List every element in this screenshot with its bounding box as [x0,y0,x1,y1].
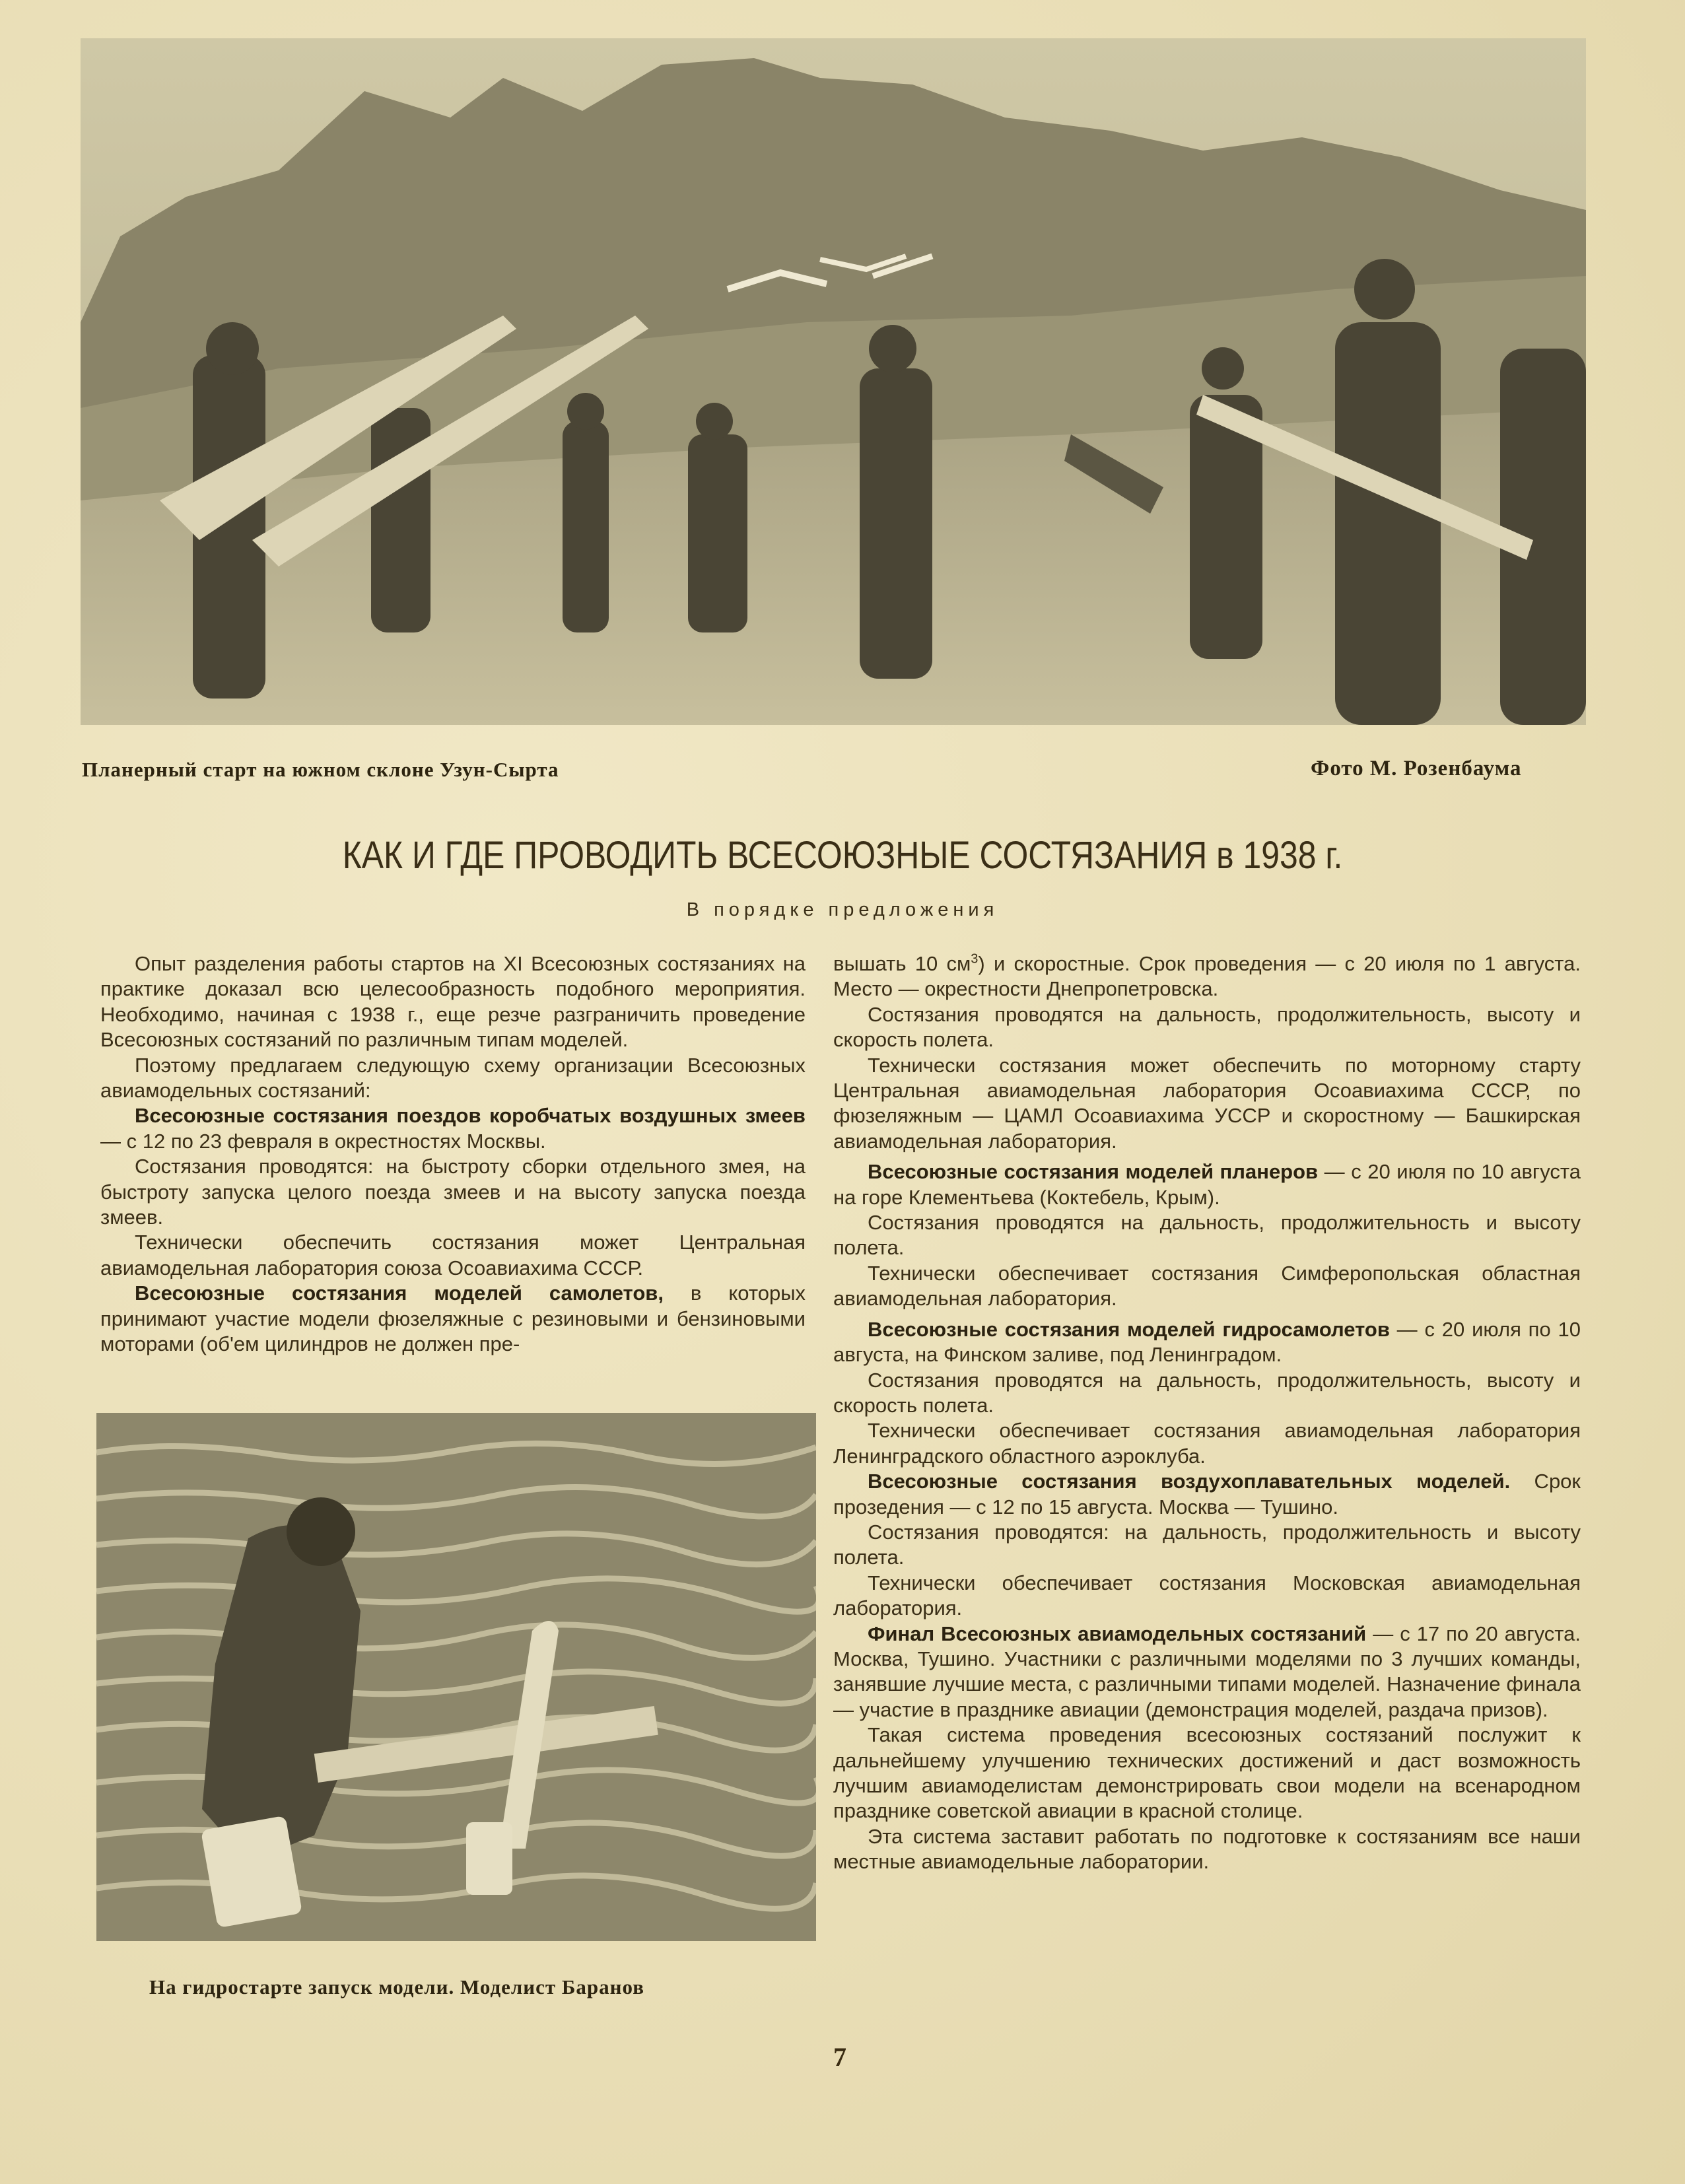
photo-caption-hydro-launch: На гидростарте запуск модели. Моделист Баранов [149,1975,644,1998]
paragraph-text: в которых принимают участие модели фюзеляжные с резиновыми и бензиновыми моторами (об'ем цилиндров не должен пре- [100,1281,806,1356]
competition-airplanes [100,1281,806,1357]
paragraph-text: Технически обеспечить состязания может Центральная авиамодельная лаборатория союза Осоавиахима СССР. [100,1231,806,1280]
competition-heading: Всесоюзные состязания моделей самолетов, [135,1281,664,1305]
paragraph-text: Опыт разделения работы стартов на XI Всесоюзных состязаниях на практике доказал всю целесообразность подобного мероприятия. Необходимо, начиная с 1938 г., еще резче разграничить проведение Всесоюзных состязаний по различным типам моделей. [100,952,806,1052]
competition-heading: Всесоюзные состязания моделей гидросамолетов [868,1317,1390,1341]
competition-seaplanes [833,1317,1581,1368]
paragraph-text: Состязания проводятся на дальность, продолжительность, высоту и скорость полета. [833,1002,1581,1052]
paragraph [100,1230,806,1281]
paragraph-text: Такая система проведения всесоюзных состязаний послужит к дальнейшему улучшению технических достижений и даст возможность лучшим авиамоделистам демонстрировать свои модели на всенародном празднике советской авиации в красной столице. [833,1723,1581,1823]
paragraph-text: — с 17 по 20 августа. Москва, Тушино. Участники с различными моделями по 3 лучших команды, занявшие лучшие места, с различными типами моделей. Назначение финала — участие в празднике авиации (демонстрация моделей, раздача призов). [833,1621,1581,1721]
article-title: КАК И ГДЕ ПРОВОДИТЬ ВСЕСОЮЗНЫЕ СОСТЯЗАНИЯ в 1938 г. [342,834,1343,877]
paragraph [833,1261,1581,1312]
paragraph [100,951,806,1053]
competition-final [833,1621,1581,1723]
competition-gliders [833,1159,1581,1210]
paragraph-text: Технически обеспечивает состязания Московская авиамодельная лаборатория. [833,1571,1581,1620]
hydro-launch-illustration [96,1413,816,1941]
photo-glider-launch [81,38,1586,725]
paragraph [833,1053,1581,1155]
paragraph [833,1520,1581,1571]
paragraph-text: Состязания проводятся на дальность, продолжительность и высоту полета. [833,1211,1581,1260]
competition-aeronautic [833,1469,1581,1520]
paragraph [100,1154,806,1230]
photo-credit: Фото М. Розенбаума [1311,757,1522,780]
competition-kites [100,1103,806,1154]
paragraph-text: ) и скоростные. Срок проведения — с 20 июля по 1 августа. Место — окрестности Днепропетровска. [833,952,1581,1001]
photo-caption-glider-launch: Планерный старт на южном склоне Узун-Сырта [82,758,559,781]
paragraph-text: Технически обеспечивает состязания авиамодельная лаборатория Ленинградского областного аэроклуба. [833,1419,1581,1468]
competition-heading: Всесоюзные состязания моделей планеров [868,1160,1319,1184]
superscript: 3 [971,951,979,967]
page-number: 7 [833,2042,846,2072]
paragraph-text: Срок прозедения — с 12 по 15 августа. Москва — Тушино. [833,1470,1581,1519]
paragraph-text: Состязания проводятся: на быстроту сборки отдельного змея, на быстроту запуска целого поезда змеев и на высоту запуска поезда змеев. [100,1155,806,1229]
paragraph-text: Состязания проводятся: на дальность, продолжительность и высоту полета. [833,1520,1581,1569]
article-subtitle: В порядке предложения [686,899,999,920]
paragraph [833,1368,1581,1419]
paragraph-text: Поэтому предлагаем следующую схему организации Всесоюзных авиамодельных состязаний: [100,1053,806,1103]
paragraph-text: вышать 10 см [833,952,971,975]
paragraph [833,1723,1581,1824]
paragraph-text: — с 12 по 23 февраля в окрестностях Москвы. [100,1129,546,1153]
paragraph [833,1418,1581,1469]
paragraph-text: Технически обеспечивает состязания Симферопольская областная авиамодельная лаборатория. [833,1261,1581,1311]
glider-launch-illustration [81,38,1586,725]
paragraph [833,1210,1581,1261]
photo-hydro-launch [96,1413,816,1941]
competition-heading: Всесоюзные состязания поездов коробчатых воздушных змеев [135,1104,806,1128]
paragraph [833,1824,1581,1875]
paragraph-text: — с 20 июля по 10 августа, на Финском заливе, под Ленинградом. [833,1317,1581,1367]
paragraph [833,1571,1581,1621]
paragraph [833,1002,1581,1053]
paragraph-text: Эта система заставит работать по подготовке к состязаниям все наши местные авиамодельные лаборатории. [833,1824,1581,1874]
paragraph [100,1053,806,1104]
paragraph [833,951,1581,1002]
paragraph-text: Состязания проводятся на дальность, продолжительность, высоту и скорость полета. [833,1368,1581,1417]
competition-heading: Всесоюзные состязания воздухоплавательных моделей. [868,1470,1511,1493]
article-column-right [833,951,1581,1875]
paragraph-text: — с 20 июля по 10 августа на горе Клементьева (Коктебель, Крым). [833,1160,1581,1209]
article-column-left [100,951,806,1357]
paragraph-text: Технически состязания может обеспечить по моторному старту Центральная авиамодельная лаборатория Осоавиахима СССР, по фюзеляжным — ЦАМЛ Осоавиахима УССР и скоростному — Башкирская авиамодельная лаборатория. [833,1053,1581,1153]
competition-heading: Финал Всесоюзных авиамодельных состязаний [868,1621,1367,1645]
